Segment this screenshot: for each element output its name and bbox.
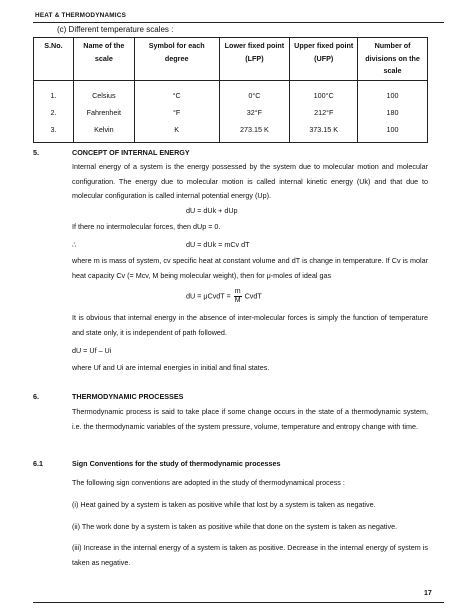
section-6-number: 6. — [33, 392, 39, 401]
table-row — [34, 80, 428, 104]
table-row — [34, 121, 428, 143]
table-header-row — [34, 38, 428, 81]
convention-item-2: (ii) The work done by a system is taken as positive while that done on the system is taken as negative. — [72, 522, 398, 531]
equation-3 — [186, 288, 262, 305]
cell: 100 — [358, 121, 428, 143]
cell: 273.15 K — [219, 121, 290, 143]
cell: Celsius — [73, 80, 134, 104]
equation-3-left: dU = μCvdT = — [186, 291, 231, 301]
cell: 2. — [34, 104, 74, 121]
table-row — [34, 104, 428, 121]
equation-3-right: CvdT — [244, 291, 262, 301]
section-5-paragraph-2: If there no intermolecular forces, then dUp = 0. — [72, 222, 221, 231]
header-sno: S.No. — [34, 38, 74, 81]
fraction-denominator: M — [234, 297, 241, 304]
section-5-number: 5. — [33, 148, 39, 157]
cell: 100°C — [290, 80, 358, 104]
cell: 100 — [358, 80, 428, 104]
section-6-1-title: Sign Conventions for the study of thermodynamic processes — [72, 459, 281, 468]
cell: Kelvin — [73, 121, 134, 143]
cell: 3. — [34, 121, 74, 143]
equation-2: dU = dUk = mCv dT — [186, 240, 250, 249]
header-divisions: Number of divisions on the scale — [358, 38, 428, 81]
cell: 0°C — [219, 80, 290, 104]
footer-rule — [33, 602, 444, 603]
section-6-1-number: 6.1 — [33, 459, 43, 468]
section-6-title: THERMODYNAMIC PROCESSES — [72, 392, 184, 401]
cell: °C — [134, 80, 219, 104]
section-5-paragraph-1: Internal energy of a system is the energy possessed by the system due to molecular motion and molecular configuration. The energy due to molecular motion is called internal kinetic energy (Uk) and that due to molecular configuration is called internal potential energy (Up). — [72, 162, 428, 200]
table-caption: (c) Different temperature scales : — [57, 25, 174, 34]
convention-item-3: (iii) Increase in the internal energy of a system is taken as positive. Decrease in the internal energy of system is taken as negative. — [72, 543, 428, 567]
convention-item-1: (i) Heat gained by a system is taken as positive while that lost by a system is taken as negative. — [72, 500, 376, 509]
header-symbol: Symbol for each degree — [134, 38, 219, 81]
header-lfp: Lower fixed point (LFP) — [219, 38, 290, 81]
equation-4: dU = Uf – Ui — [72, 346, 112, 355]
equation-1: dU = dUk + dUp — [186, 206, 238, 215]
cell: 212°F — [290, 104, 358, 121]
section-5-title: CONCEPT OF INTERNAL ENERGY — [72, 148, 190, 157]
cell: °F — [134, 104, 219, 121]
section-5-paragraph-5: where Uf and Ui are internal energies in initial and final states. — [72, 363, 270, 372]
cell: Fahrenheit — [73, 104, 134, 121]
section-6-1-intro: The following sign conventions are adopted in the study of thermodynamical process : — [72, 478, 345, 487]
section-5-paragraph-4: It is obvious that internal energy in the absence of inter-molecular forces is simply the function of temperature and state only, it is independent of path followed. — [72, 313, 428, 337]
page-number: 17 — [424, 590, 432, 597]
running-header: HEAT & THERMODYNAMICS — [35, 12, 127, 19]
header-ufp: Upper fixed point (UFP) — [290, 38, 358, 81]
header-rule — [33, 22, 444, 23]
cell: 180 — [358, 104, 428, 121]
cell: 1. — [34, 80, 74, 104]
header-name: Name of the scale — [73, 38, 134, 81]
fraction-numerator: m — [234, 288, 241, 295]
cell: 32°F — [219, 104, 290, 121]
cell: 373.15 K — [290, 121, 358, 143]
fraction-m-over-M — [234, 288, 242, 305]
temperature-scales-table — [33, 37, 428, 143]
therefore-symbol: ∴ — [72, 240, 77, 249]
section-6-paragraph: Thermodynamic process is said to take place if some change occurs in the state of a thermodynamic system, i.e. the thermodynamic variables of the system pressure, volume, temperature and entropy change with time. — [72, 407, 428, 431]
cell: K — [134, 121, 219, 143]
section-5-paragraph-3: where m is mass of system, cv specific heat at constant volume and dT is change in temperature. If Cv is molar heat capacity Cv (= Mcv, M being molecular weight), then for μ-moles of ideal gas — [72, 256, 428, 280]
